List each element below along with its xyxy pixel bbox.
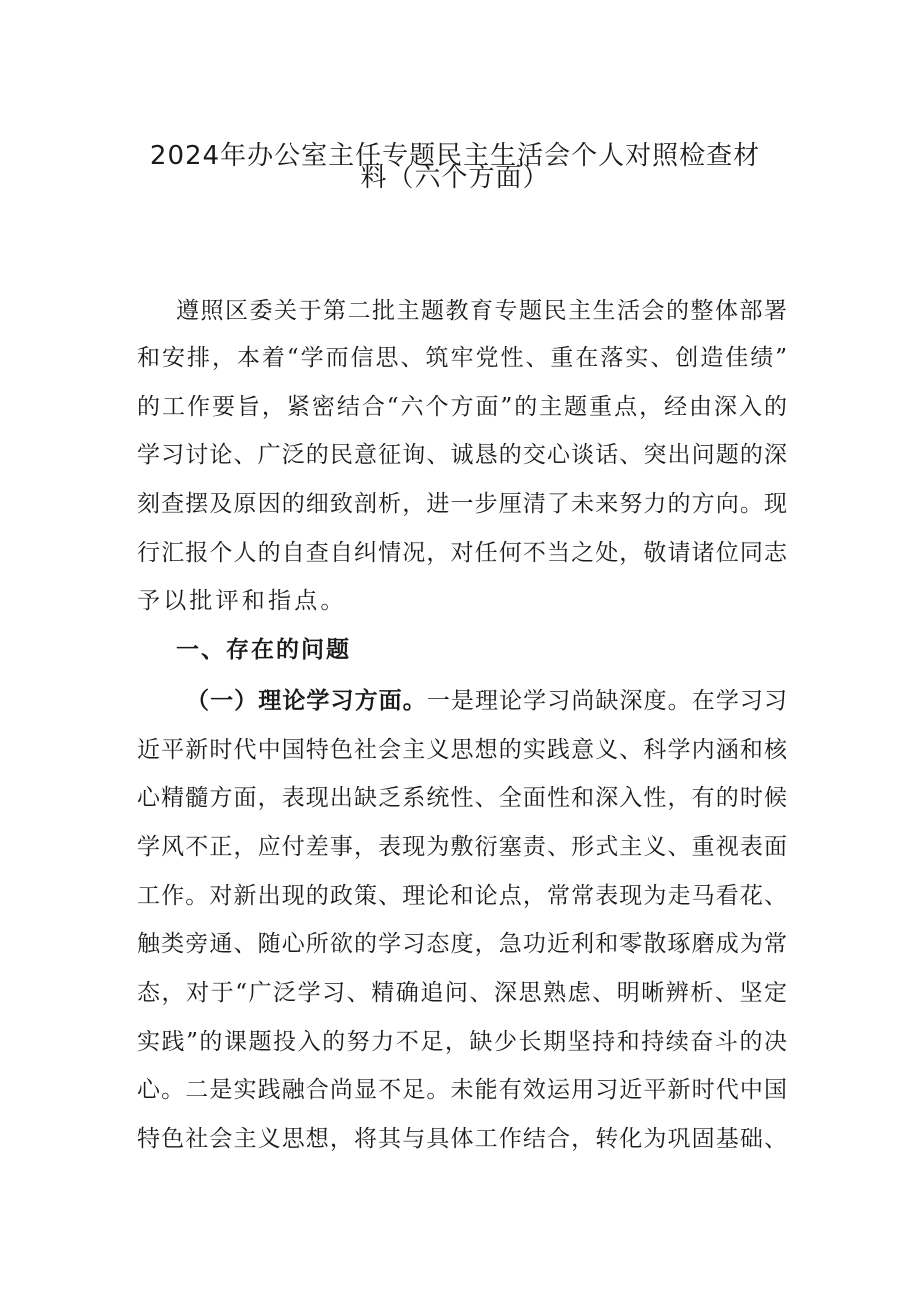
body-line: 特色社会主义思想，将其与具体工作结合，转化为巩固基础、 xyxy=(137,1126,787,1152)
body-line: 学风不正，应付差事，表现为敷衍塞责、形式主义、重视表面 xyxy=(137,834,787,860)
document-title-line-2: 料（六个方面） xyxy=(360,163,550,193)
body-line: 实践”的课题投入的努力不足，缺少长期坚持和持续奋斗的决 xyxy=(137,1029,787,1055)
body-line: 工作。对新出现的政策、理论和论点，常常表现为走马看花、 xyxy=(137,883,787,909)
section-heading: 一、存在的问题 xyxy=(176,636,351,663)
body-line: 触类旁通、随心所欲的学习态度，急功近利和零散琢磨成为常 xyxy=(137,931,787,957)
body-line: 态，对于“广泛学习、精确追问、深思熟虑、明晰辨析、坚定 xyxy=(137,980,787,1006)
intro-line: 和安排，本着“学而信思、筑牢党性、重在落实、创造佳绩” xyxy=(137,345,787,371)
intro-line: 行汇报个人的自查自纠情况，对任何不当之处，敬请诸位同志 xyxy=(137,540,787,566)
title-year: 2024 xyxy=(149,141,221,171)
body-line: 心。二是实践融合尚显不足。未能有效运用习近平新时代中国 xyxy=(137,1077,787,1103)
subsection-label: （一）理论学习方面。 xyxy=(186,687,427,714)
intro-line: 刻查摆及原因的细致剖析，进一步厘清了未来努力的方向。现 xyxy=(137,491,787,517)
intro-line: 予以批评和指点。 xyxy=(137,588,347,614)
subsection-text: 一是理论学习尚缺深度。在学习习 xyxy=(426,688,788,714)
intro-line: 遵照区委关于第二批主题教育专题民主生活会的整体部署 xyxy=(176,298,787,324)
subsection-first-line xyxy=(186,686,787,716)
body-line: 近平新时代中国特色社会主义思想的实践意义、科学内涵和核 xyxy=(137,737,787,763)
intro-line: 学习讨论、广泛的民意征询、诚恳的交心谈话、突出问题的深 xyxy=(137,442,787,468)
body-line: 心精髓方面，表现出缺乏系统性、全面性和深入性，有的时候 xyxy=(137,785,787,811)
intro-line: 的工作要旨，紧密结合“六个方面”的主题重点，经由深入的 xyxy=(137,394,787,420)
title-text: 年办公室主任专题民主生活会个人对照检查材 xyxy=(220,141,761,171)
